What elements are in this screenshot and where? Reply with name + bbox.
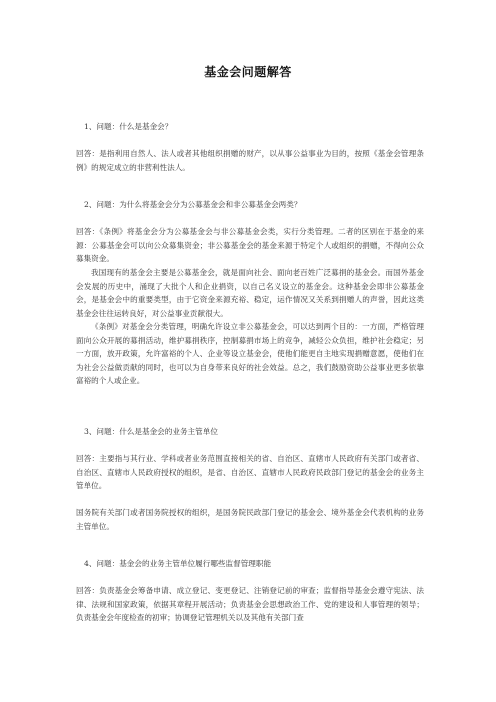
answer-2-paragraph-3: 《条例》对基金会分类管理，明确允许设立非公募基金会，可以达到两个目的：一方面，严格管理面向公众开展的募捐活动，维护募捐秩序，控制募捐市场上的竞争，减轻公众负担，维护社会稳定；另一方面，放开政策，允许富裕的个人、企业等设立基金会，使他们能更自主地实现捐赠意愿，使他们在为社会公益做贡献的同时，也可以为自身带来良好的社会效益。总之，我们鼓励资助公益事业更多依靠富裕的个人或企业。 [76,322,424,386]
answer-3-paragraph-1: 回答：主要指与其行业、学科或者业务范围直接相关的省、自治区、直辖市人民政府有关部门或者省、自治区、直辖市人民政府授权的组织，是省、自治区、直辖市人民政府民政部门登记的基金会的业务主管单位。 [76,454,424,491]
answer-2-paragraph-2: 我国现有的基金会主要是公募基金会，就是面向社会、面向老百姓广泛募捐的基金会。而国外基金会发展的历史中，涌现了大批个人和企业捐资，以自己名义设立的基金会。这种基金会即非公募基金会，是基金会中的重要类型，由于它资金来源充裕、稳定，运作情况又关系到捐赠人的声誉，因此这类基金会往往运转良好，对公益事业贡献很大。 [76,268,424,318]
answer-2-paragraph-1: 回答：《条例》将基金会分为公募基金会与非公募基金会类，实行分类管理。二者的区别在于基金的来源：公募基金会可以向公众募集资金；非公募基金会的基金来源于特定个人或组织的捐赠，不得向公众募集资金。 [76,227,424,264]
question-3: 3、问题：什么是基金会的业务主管单位 [84,427,218,436]
answer-1: 回答：是指利用自然人、法人或者其他组织捐赠的财产，以从事公益事业为目的，按照《基金会管理条例》的规定成立的非营利性法人。 [76,149,424,172]
question-2: 2、问题：为什么将基金会分为公募基金会和非公募基金会两类？ [84,200,302,209]
question-4: 4、问题：基金会的业务主管单位履行哪些监督管理职能 [84,559,272,568]
answer-4: 回答：负责基金会筹备申请、成立登记、变更登记、注销登记前的审查；监督指导基金会遵守宪法、法律、法规和国家政策，依据其章程开展活动；负责基金会思想政治工作、党的建设和人事管理的领导；负责基金会年度检查的初审；协调登记管理机关以及其他有关部门查 [76,586,424,623]
page-title: 基金会问题解答 [204,65,292,79]
question-1: 1、问题：什么是基金会？ [84,122,173,131]
answer-3-paragraph-2: 国务院有关部门或者国务院授权的组织，是国务院民政部门登记的基金会、境外基金会代表机构的业务主管单位。 [76,508,424,531]
